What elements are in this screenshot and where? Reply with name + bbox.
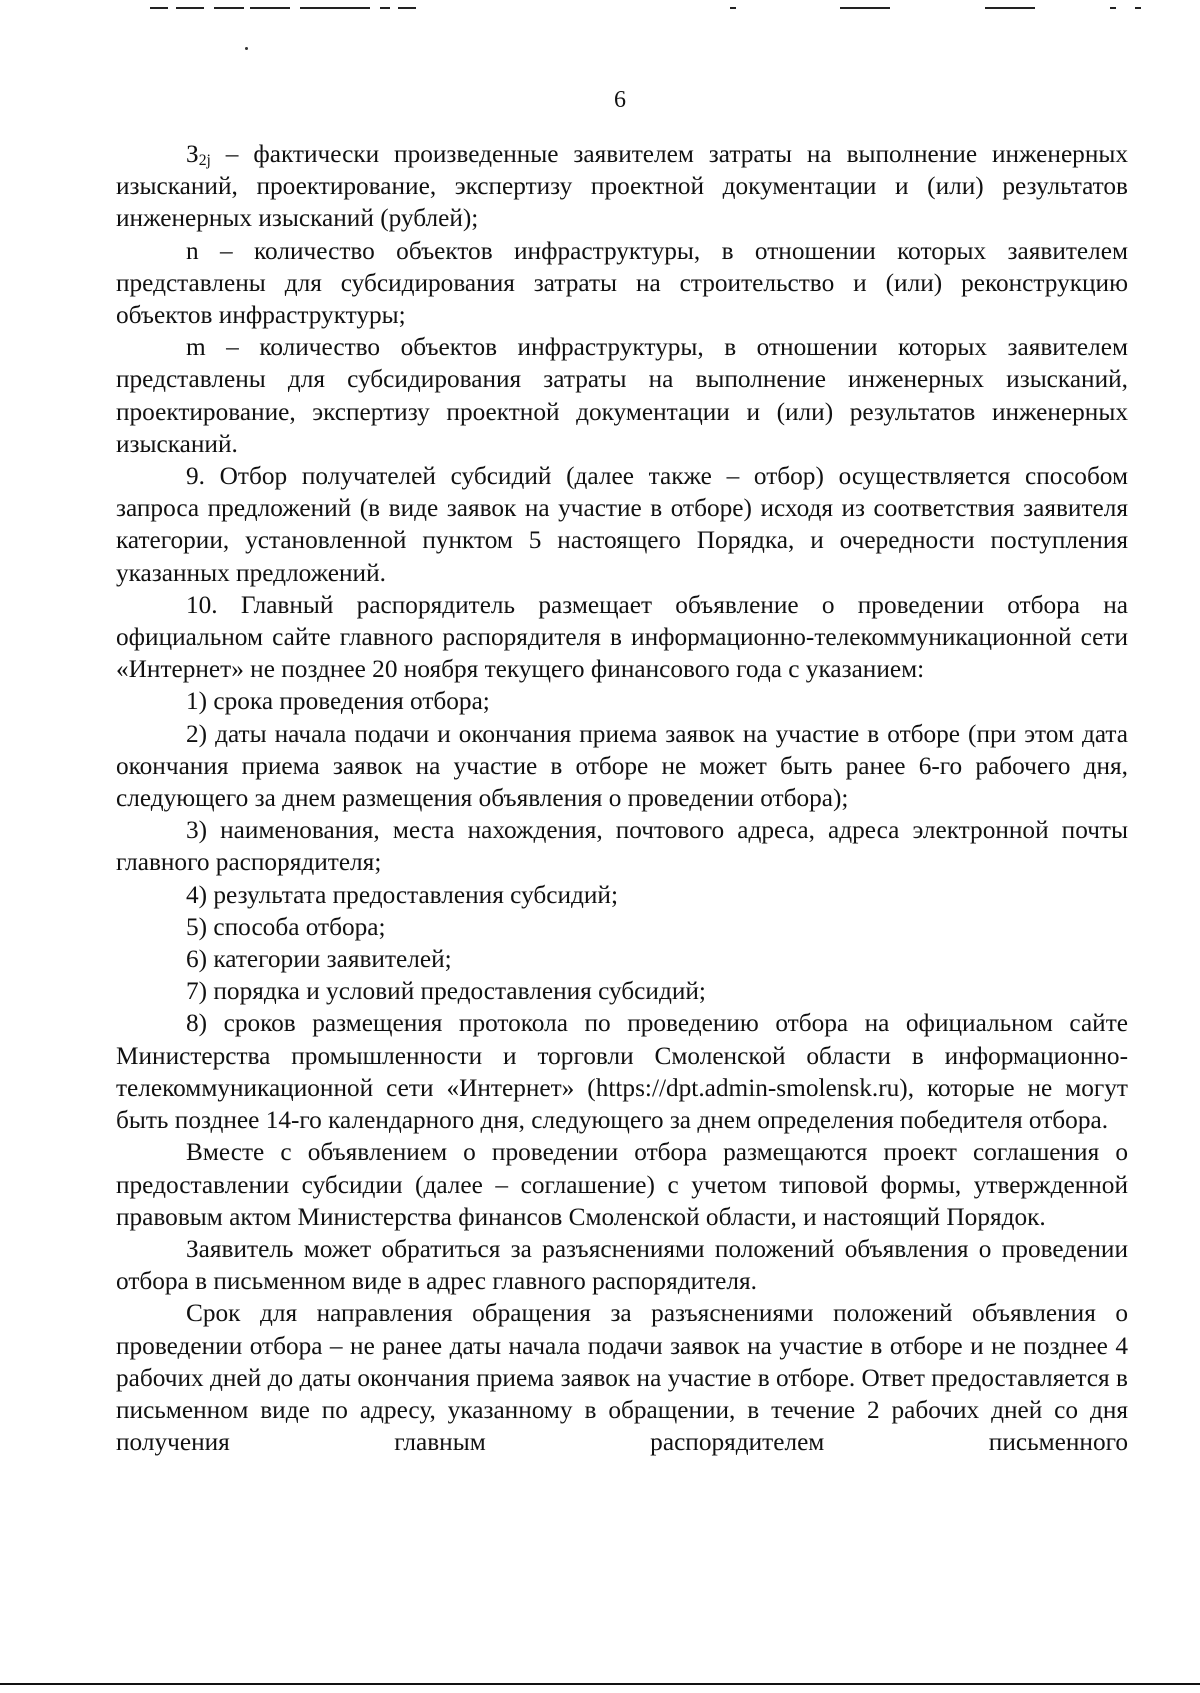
page-number: 6 bbox=[614, 87, 626, 113]
list-item-3: 3) наименования, места нахождения, почтового адреса, адреса электронной почты главного распорядителя; bbox=[116, 816, 1128, 877]
paragraph-text: – фактически произведенные заявителем затраты на выполнение инженерных изысканий, проектирование, экспертизу проектной документации и (или) результатов инженерных изысканий (рублей); bbox=[116, 140, 1128, 233]
list-item-4: 4) результата предоставления субсидий; bbox=[186, 880, 618, 909]
list-item-5: 5) способа отбора; bbox=[186, 912, 386, 941]
z-symbol: З bbox=[186, 140, 199, 168]
list-item-7: 7) порядка и условий предоставления субсидий; bbox=[186, 977, 706, 1006]
paragraph-clause-9: 9. Отбор получателей субсидий (далее также – отбор) осуществляется способом запроса предложений (в виде заявок на участие в отборе) исходя из соответствия заявителя категории, установленной пунктом 5 настоящего Порядка, и очередности поступления указанных предложений. bbox=[116, 462, 1128, 587]
paragraph-m-definition: m – количество объектов инфраструктуры, в отношении которых заявителем представлены для субсидирования затраты на выполнение инженерных изысканий, проектирование, экспертизу проектной документации и (или) результатов инженерных изысканий. bbox=[116, 333, 1128, 458]
paragraph-deadline: Срок для направления обращения за разъяснениями положений объявления о проведении отбора – не ранее даты начала подачи заявок на участие в отборе и не позднее 4 рабочих дней до даты окончания приема заявок на участие в отборе. Ответ предоставляется в письменном виде по адресу, указанному в обращении, в течение 2 рабочих дней со дня получения главным распорядителем письменного bbox=[116, 1299, 1128, 1457]
paragraph-n-definition: n – количество объектов инфраструктуры, в отношении которых заявителем представлены для субсидирования затраты на строительство и (или) реконструкцию объектов инфраструктуры; bbox=[116, 236, 1128, 330]
paragraph-clause-10: 10. Главный распорядитель размещает объявление о проведении отбора на официальном сайте главного распорядителя в информационно-телекоммуникационной сети «Интернет» не позднее 20 ноября текущего финансового года с указанием: bbox=[116, 590, 1128, 684]
list-item-6: 6) категории заявителей; bbox=[186, 945, 452, 974]
list-item-8: 8) сроков размещения протокола по проведению отбора на официальном сайте Министерства промышленности и торговли Смоленской области в информационно-телекоммуникационной сети «Интернет» (https://dpt.admin-smolensk.ru), которые не могут быть позднее 14-го календарного дня, следующего за днем определения победителя отбора. bbox=[116, 1009, 1128, 1135]
paragraph-draft-agreement: Вместе с объявлением о проведении отбора размещаются проект соглашения о предоставлении субсидии (далее – соглашение) с учетом типовой формы, утвержденной правовым актом Министерства финансов Смоленской области, и настоящий Порядок. bbox=[116, 1138, 1128, 1231]
document-body bbox=[116, 138, 1128, 1458]
scan-artifact-top bbox=[150, 7, 1160, 11]
scan-artifact-dot bbox=[245, 47, 248, 50]
z-subscript: 2j bbox=[198, 152, 211, 169]
list-item-1: 1) срока проведения отбора; bbox=[186, 687, 490, 716]
paragraph-z2j-definition bbox=[116, 138, 1128, 235]
scan-artifact-bottom bbox=[0, 1683, 1200, 1685]
paragraph-clarifications: Заявитель может обратиться за разъяснениями положений объявления о проведении отбора в письменном виде в адрес главного распорядителя. bbox=[116, 1234, 1128, 1296]
list-item-2: 2) даты начала подачи и окончания приема заявок на участие в отборе (при этом дата окончания приема заявок на участие в отборе не может быть ранее 6-го рабочего дня, следующего за днем размещения объявления о проведении отбора); bbox=[116, 719, 1128, 813]
